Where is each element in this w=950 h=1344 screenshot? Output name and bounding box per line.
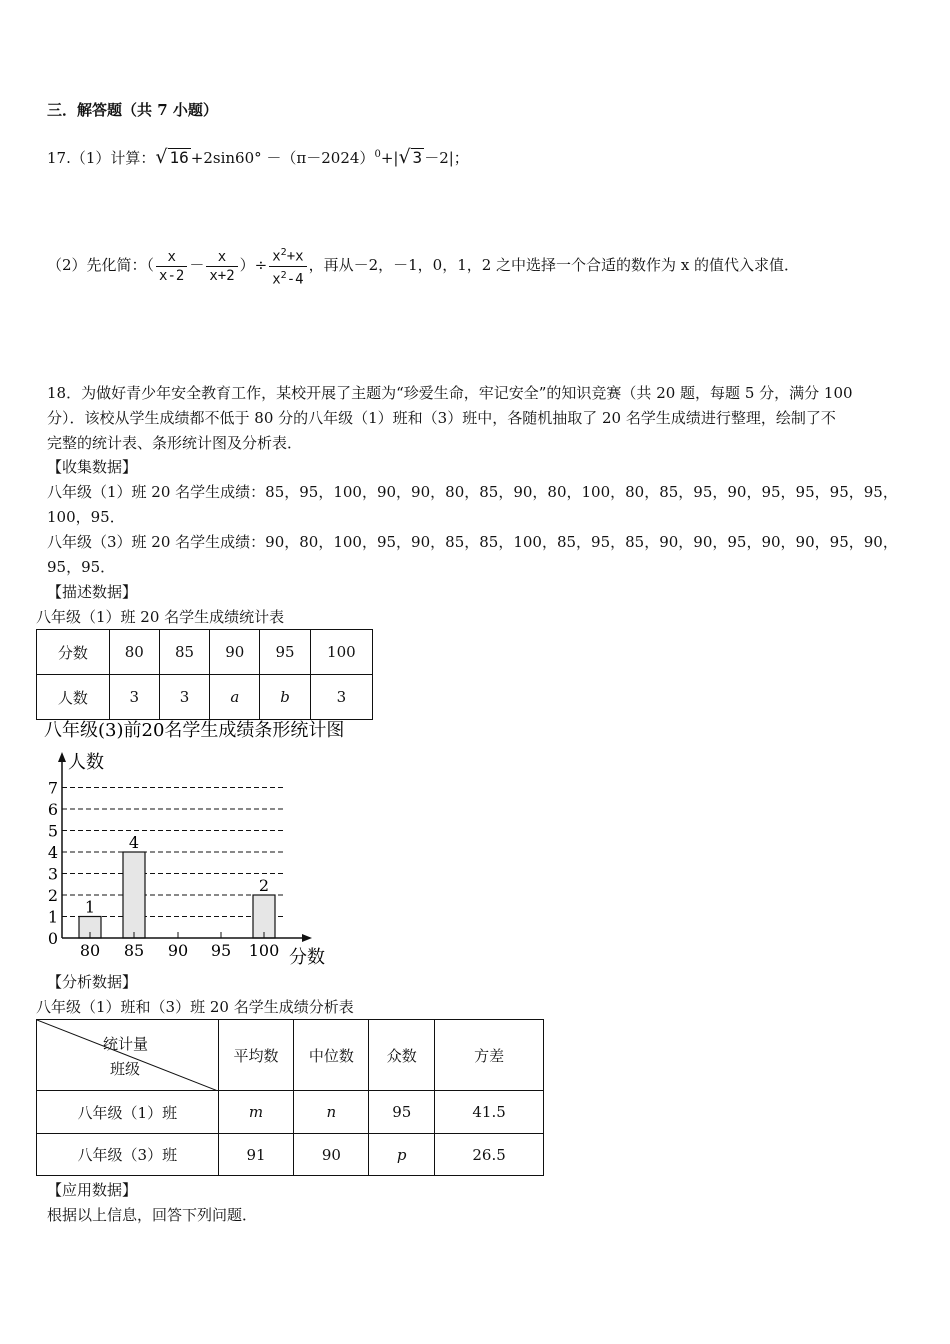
fraction-3-denominator: $x^2-4$ [272, 269, 304, 288]
chart-y-axis-arrow [58, 752, 66, 762]
table1-count-cell: b [260, 675, 310, 720]
table2-header-cell: 中位数 [294, 1020, 369, 1091]
corner-bottom-label: 班级 [110, 1060, 141, 1078]
collect-data-title: 【收集数据】 [47, 458, 138, 476]
fraction-1-numerator: x [156, 248, 187, 267]
chart-y-label: 人数 [68, 752, 104, 773]
table2-header-cell: 平均数 [218, 1020, 294, 1091]
apply-data-title: 【应用数据】 [47, 1181, 138, 1199]
chart-title: 八年级(3)前20名学生成绩条形统计图 [44, 720, 345, 741]
table2-cell: p [369, 1134, 435, 1176]
table2-row [37, 1134, 544, 1176]
q18-intro-line3: 完整的统计表、条形统计图及分析表． [47, 434, 303, 452]
q17-part1 [47, 142, 469, 171]
class3-scores-line1: 八年级（3）班 20 名学生成绩：90，80，100，95，90，85，85，100，85，95，85，90，90，95，90，90，95，90， [47, 533, 898, 551]
table2-header-row [37, 1020, 544, 1091]
chart-y-tick-label: 6 [47, 800, 58, 819]
table2-cell: 91 [218, 1134, 294, 1176]
chart-bar [123, 852, 145, 938]
chart-y-tick-label: 2 [47, 886, 58, 905]
chart-x-tick-label: 100 [248, 941, 280, 960]
q17-part1-end: －2|； [424, 149, 469, 167]
table2-row-label: 八年级（1）班 [37, 1091, 219, 1134]
exponent-zero: 0 [374, 149, 381, 160]
table1-count-row [37, 675, 373, 720]
fraction-2-denominator: x+2 [209, 267, 235, 284]
bar-chart [36, 716, 376, 972]
q17-part1-mid: +2sin60° －（π－2024） [190, 149, 375, 167]
chart-y-tick-label: 5 [47, 821, 58, 841]
table1-caption: 八年级（1）班 20 名学生成绩统计表 [36, 608, 285, 626]
table1-score-header: 分数 [37, 630, 110, 675]
table1-score-cell: 95 [260, 630, 310, 675]
q17-part2-prefix: （2）先化简：（ [47, 256, 155, 274]
table1-score-cell: 80 [109, 630, 159, 675]
minus-sign: － [189, 256, 205, 274]
table1-count-cell: 3 [159, 675, 209, 720]
analyze-data-title: 【分析数据】 [47, 973, 138, 991]
q18-intro-line1: 18．为做好青少年安全教育工作，某校开展了主题为“珍爱生命，牢记安全”的知识竞赛（共 20 题，每题 5 分，满分 100 [47, 384, 853, 402]
fraction-2-numerator: x [206, 248, 237, 267]
q17-part2-suffix: ，再从－2，－1，0，1，2 之中选择一个合适的数作为 x 的值代入求值． [308, 256, 800, 274]
table1-score-cell: 100 [310, 630, 372, 675]
abs-open: +| [380, 149, 399, 167]
chart-data-label: 4 [128, 833, 140, 852]
chart-x-tick-label: 95 [210, 941, 232, 960]
fraction-1-denominator: x-2 [159, 267, 185, 284]
chart-x-tick-label: 80 [79, 941, 101, 960]
chart-x-tick-label: 85 [123, 941, 145, 960]
sqrt-16: 16 [169, 148, 189, 167]
chart-y-tick-label: 0 [47, 929, 58, 948]
table2-cell: 26.5 [435, 1134, 544, 1176]
describe-data-title: 【描述数据】 [47, 583, 138, 601]
table2-cell: n [294, 1091, 369, 1134]
table1-score-cell: 85 [159, 630, 209, 675]
class3-scores-line2: 95，95． [47, 558, 116, 576]
table2-row [37, 1091, 544, 1134]
table1-score-row [37, 630, 373, 675]
fraction-3-numerator: $x^2+x$ [269, 244, 306, 267]
section-title: 三．解答题（共 7 小题） [47, 101, 218, 119]
table1-score-cell: 90 [210, 630, 260, 675]
sqrt-sign: √ [155, 146, 168, 168]
class1-scores-line1: 八年级（1）班 20 名学生成绩：85，95，100，90，90，80，85，90，80，100，80，85，95，90，95，95，95，95， [47, 483, 898, 501]
table1-count-cell: 3 [109, 675, 159, 720]
table1-count-cell: 3 [310, 675, 372, 720]
table2-header-cell: 方差 [435, 1020, 544, 1091]
chart-data-label: 1 [84, 897, 96, 917]
analysis-table [36, 1019, 544, 1176]
chart-y-tick-label: 3 [47, 864, 58, 884]
apply-data-text: 根据以上信息，回答下列问题． [47, 1206, 258, 1224]
table1-count-header: 人数 [37, 675, 110, 720]
table1-count-cell: a [210, 675, 260, 720]
table2-row-label: 八年级（3）班 [37, 1134, 219, 1176]
table2-corner-cell [37, 1020, 219, 1091]
corner-diagonal-line [37, 1020, 218, 1091]
fraction-1 [156, 248, 187, 285]
class1-scores-line2: 100，95． [47, 508, 125, 526]
sqrt-sign-2: √ [398, 146, 411, 168]
fraction-3 [269, 244, 306, 288]
corner-top-label: 统计量 [103, 1035, 149, 1053]
table2-cell: m [218, 1091, 294, 1134]
sqrt-3: 3 [412, 148, 423, 167]
table2-cell: 41.5 [435, 1091, 544, 1134]
chart-y-tick-label: 4 [47, 843, 58, 862]
chart-x-tick-label: 90 [167, 941, 189, 960]
chart-x-label: 分数 [289, 947, 325, 968]
chart-y-tick-label: 7 [47, 778, 58, 798]
chart-data-label: 2 [258, 876, 270, 895]
q17-part1-prefix: 17.（1）计算： [47, 149, 156, 167]
chart-y-tick-label: 1 [47, 907, 58, 927]
table2-caption: 八年级（1）班和（3）班 20 名学生成绩分析表 [36, 998, 354, 1016]
score-frequency-table [36, 629, 373, 720]
table2-header-cell: 众数 [369, 1020, 435, 1091]
chart-x-axis-arrow [302, 934, 312, 942]
fraction-2 [206, 248, 237, 285]
q18-intro-line2: 分）．该校从学生成绩都不低于 80 分的八年级（1）班和（3）班中，各随机抽取了 20 名学生成绩进行整理，绘制了不 [47, 409, 836, 427]
table2-cell: 90 [294, 1134, 369, 1176]
table2-cell: 95 [369, 1091, 435, 1134]
chart-bar [253, 895, 275, 938]
q17-part2 [47, 243, 799, 288]
divide-sign: ）÷ [239, 256, 268, 274]
